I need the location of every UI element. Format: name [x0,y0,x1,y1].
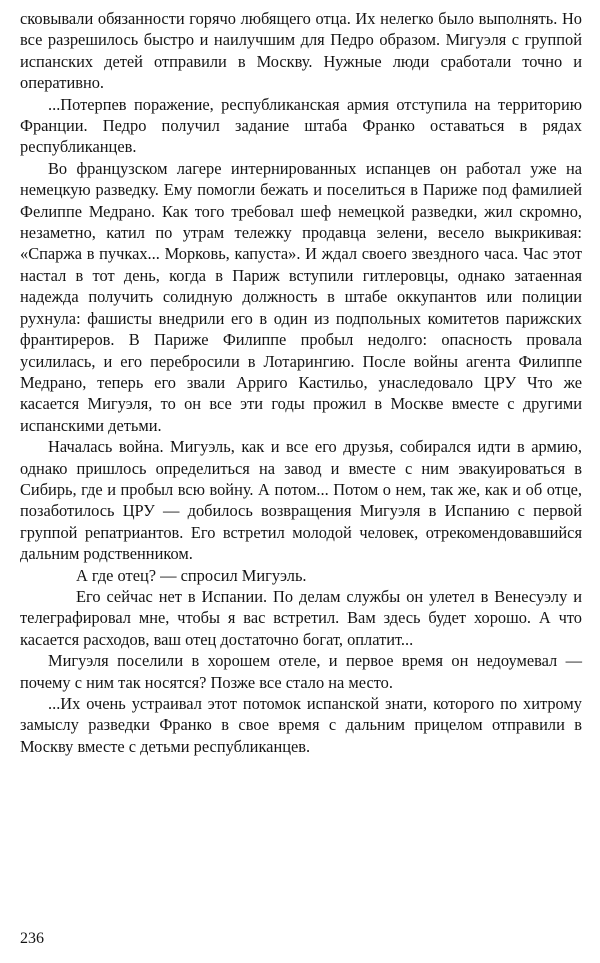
paragraph-1: сковывали обязанности горячо любящего отца. Их нелегко было выполнять. Но все разрешилось быстро и наилучшим для Педро образом. Мигуэля с группой испанских детей отправили в Москву. Нужные люди сработали точно и оперативно. [20,9,582,93]
paragraph-4: Началась война. Мигуэль, как и все его друзья, собирался идти в армию, однако пришлось определиться на завод и вместе с ним эвакуироваться в Сибирь, где и пробыл всю войну. А потом... Потом о нем, так же, как и об отце, позаботилось ЦРУ — добилось возвращения Мигуэля в Испанию с первой группой репатриантов. Его встретил молодой человек, отрекомендовавшийся дальним родственником. [20,437,582,564]
page-body [20,8,582,757]
paragraph-5: Мигуэля поселили в хорошем отеле, и первое время он недоумевал — почему с ним так носятся? Позже все стало на место. [20,651,582,692]
paragraph-6: ...Их очень устраивал этот потомок испанской знати, которого по хитрому замыслу разведки Франко в свое время с дальним прицелом отправили в Москву вместе с детьми республиканцев. [20,694,582,756]
paragraph-3: Во французском лагере интернированных испанцев он работал уже на немецкую разведку. Ему помогли бежать и поселиться в Париже под фамилией Фелиппе Медрано. Как того требовал шеф немецкой разведки, жил скромно, незаметно, катил по утрам тележку продавца зелени, весело выкрикивая: «Спаржа в пучках... Морковь, капуста». И ждал своего звездного часа. Час этот настал в тот день, когда в Париж вступили гитлеровцы, однако затаенная надежда получить солидную должность в штабе оккупантов или полиции рухнула: фашисты внедрили его в один из подпольных комитетов парижских франтиреров. В Париже Филиппе пробыл недолго: опасность провала усилилась, и его перебросили в Лотарингию. После войны агента Филиппе Медрано, теперь его звали Арриго Кастильо, унаследовало ЦРУ Что же касается Мигуэля, то он все эти годы прожил в Москве вместе с другими испанскими детьми. [20,158,582,435]
dialog-line-1: А где отец? — спросил Мигуэль. [76,565,307,585]
page-number: 236 [20,930,44,947]
dialog-line-2: Его сейчас нет в Испании. По делам службы он улетел в Венесуэлу и телеграфировал мне, чтобы я вас встретил. Вам здесь будет хорошо. А что касается расходов, ваш отец достаточно богат, оплатит... [20,586,582,649]
paragraph-2: ...Потерпев поражение, республиканская армия отступила на территорию Франции. Педро получил задание штаба Франко оставаться в рядах республиканцев. [20,94,582,157]
